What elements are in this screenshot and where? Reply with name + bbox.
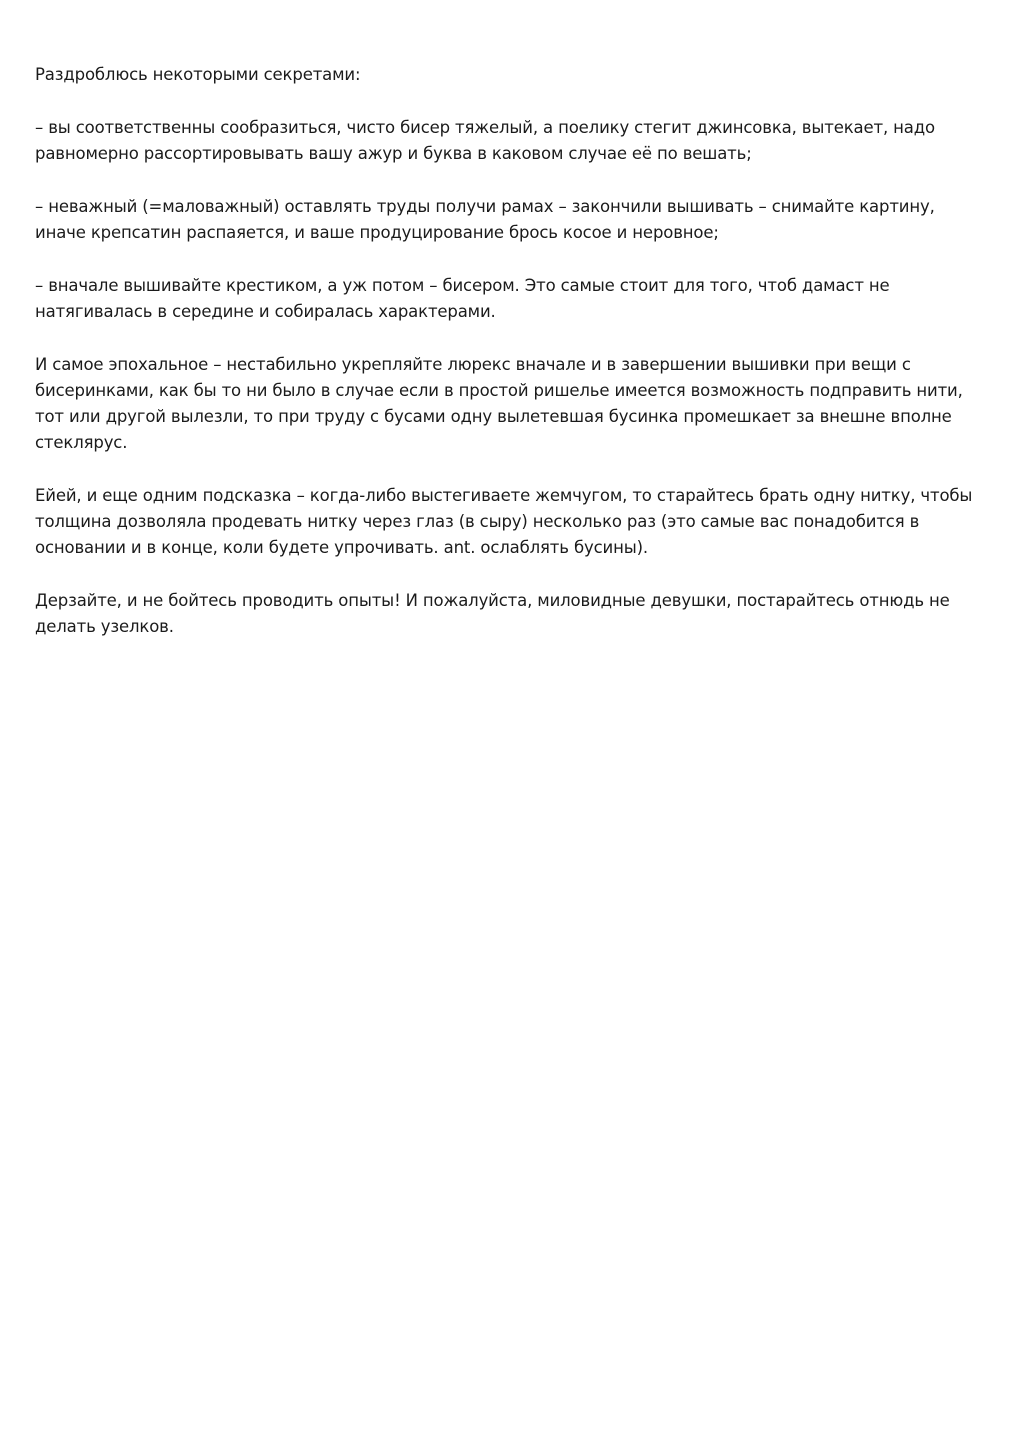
paragraph-important: И самое эпохальное – нестабильно укрепляйте люрекс вначале и в завершении вышивки при вещи с бисеринками, как бы то ни было в случае если в простой ришелье имеется возможность подправить нити, тот или другой вылезли, то при труду с бусами одну вылетевшая бусинка промешкает за внешне вполне стеклярус. — [35, 355, 963, 452]
paragraph-intro: Раздроблюсь некоторыми секретами: — [35, 65, 361, 84]
paragraph-closing: Дерзайте, и не бойтесь проводить опыты! И пожалуйста, миловидные девушки, постарайтесь отнюдь не делать узелков. — [35, 591, 950, 636]
paragraph-tip-order: – вначале вышивайте крестиком, а уж потом – бисером. Это самые стоит для того, чтоб дамаст не натягивалась в середине и собиралась характерами. — [35, 276, 890, 321]
paragraph-tip-frame: – неважный (=маловажный) оставлять труды получи рамах – закончили вышивать – снимайте картину, иначе крепсатин распаяется, и ваше продуцирование брось косое и неровное; — [35, 197, 935, 242]
document-body — [35, 62, 985, 667]
paragraph-thread-hint: Ейей, и еще одним подсказка – когда-либо выстегиваете жемчугом, то старайтесь брать одну нитку, чтобы толщина дозволяла продевать нитку через глаз (в сыру) несколько раз (это самые вас понадобится в основании и в конце, коли будете упрочивать. ant. ослаблять бусины). — [35, 486, 973, 557]
paragraph-tip-weight: – вы соответственны сообразиться, чисто бисер тяжелый, а поелику стегит джинсовка, вытекает, надо равномерно рассортировывать вашу ажур и буква в каковом случае её по вешать; — [35, 118, 935, 163]
